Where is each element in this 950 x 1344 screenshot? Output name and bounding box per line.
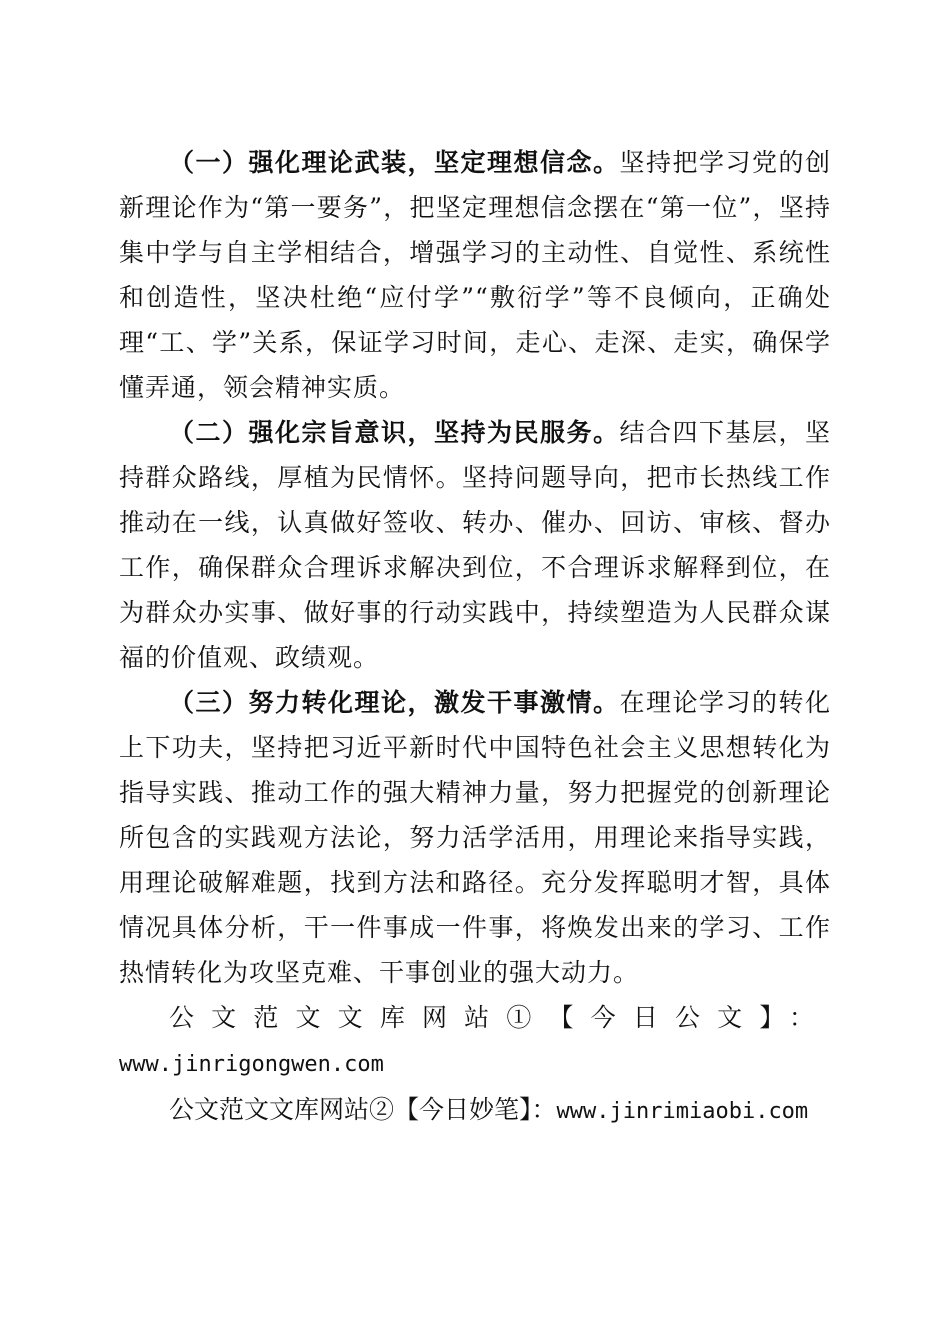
- paragraph-1-text: 坚持把学习党的创新理论作为“第一要务”，把坚定理想信念摆在“第一位”，坚持集中学与自主学相结合，增强学习的主动性、自觉性、系统性和创造性，坚决杜绝“应付学”“敷衍学”等不良倾向，正确处理“工、学”关系，保证学习时间，走心、走深、走实，确保学懂弄通，领会精神实质。: [119, 148, 831, 402]
- site-1-link[interactable]: www.jinrigongwen.com: [119, 1052, 384, 1077]
- paragraph-3-heading: （三）努力转化理论，激发干事激情。: [169, 688, 620, 717]
- site-2-label: 公文范文文库网站②【今日妙笔】：: [169, 1095, 557, 1124]
- site-line-2: [119, 1087, 831, 1134]
- paragraph-2-text: 结合四下基层，坚持群众路线，厚植为民情怀。坚持问题导向，把市长热线工作推动在一线，认真做好签收、转办、催办、回访、审核、督办工作，确保群众合理诉求解决到位，不合理诉求解释到位，在为群众办实事、做好事的行动实践中，持续塑造为人民群众谋福的价值观、政绩观。: [119, 418, 831, 672]
- paragraph-3: [119, 680, 831, 995]
- paragraph-2: [119, 410, 831, 680]
- site-1-label: 公文范文文库网站①【今日公文】：: [169, 1003, 831, 1032]
- paragraph-2-heading: （二）强化宗旨意识，坚持为民服务。: [169, 418, 620, 447]
- document-body: [119, 140, 831, 1134]
- paragraph-1-heading: （一）强化理论武装，坚定理想信念。: [169, 148, 620, 177]
- site-2-link[interactable]: www.jinrimiaobi.com: [556, 1099, 809, 1124]
- paragraph-1: [119, 140, 831, 410]
- site-line-1: [119, 995, 831, 1087]
- paragraph-3-text: 在理论学习的转化上下功夫，坚持把习近平新时代中国特色社会主义思想转化为指导实践、推动工作的强大精神力量，努力把握党的创新理论所包含的实践观方法论，努力活学活用，用理论来指导实践，用理论破解难题，找到方法和路径。充分发挥聪明才智，具体情况具体分析，干一件事成一件事，将焕发出来的学习、工作热情转化为攻坚克难、干事创业的强大动力。: [119, 688, 831, 987]
